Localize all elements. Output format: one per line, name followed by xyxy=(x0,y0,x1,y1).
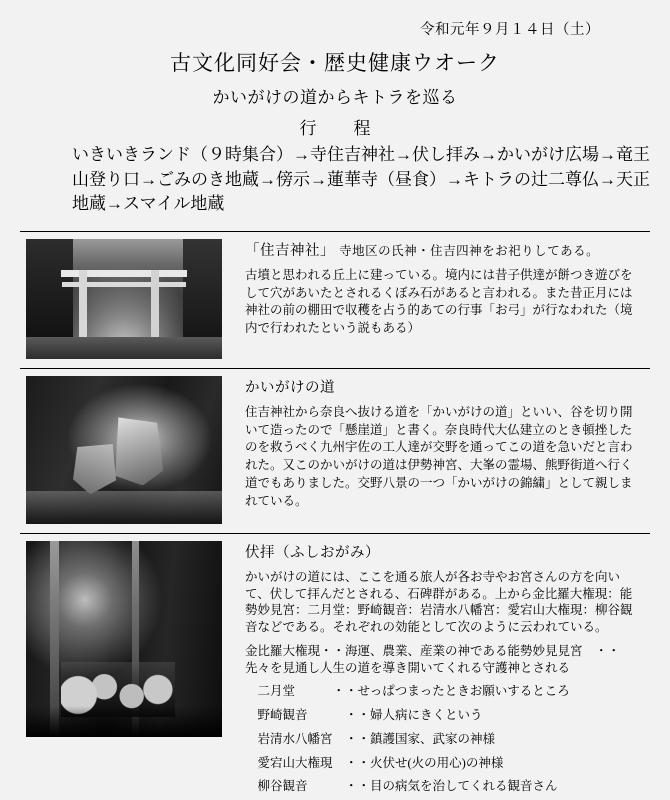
entry-text-cell xyxy=(239,231,650,368)
page-title: 古文化同好会・歴史健康ウオーク xyxy=(170,51,500,75)
entry-title xyxy=(245,239,644,260)
photo-cell xyxy=(20,368,239,533)
entry-title-main: 「住吉神社」 xyxy=(245,242,335,259)
document-date: 令和元年９月１４日（土） xyxy=(420,22,600,38)
page-subtitle: かいがけの道からキトラを巡る xyxy=(212,88,458,107)
entry-title-main: 伏拝（ふしおがみ） xyxy=(245,544,380,561)
entry-body xyxy=(245,404,644,511)
entry-body xyxy=(245,569,644,795)
entry-title xyxy=(245,541,644,562)
entry-list-row: 金比羅大権現・・海運、農業、産業の神である能勢妙見見宮 ・・先々を見通し人生の道を導き開いてくれる守護神とされる xyxy=(245,643,621,675)
entry-paragraph: 住吉神社から奈良へ抜ける道を「かいがけの道」といい、谷を切り開いて造ったので「懸崖道」と書く。奈良時代大仏建立のとき頓挫したのを救うべく九州宇佐の工人達が交野を通ってこの道を急いだと言われた。又このかいがけの道は伊勢神宮、大峯の霊場、熊野街道へ行く道でもありました。交野八景の一つ「かいがけの錦繍」として親しまれている。 xyxy=(245,404,633,508)
entry-paragraph: 古墳と思われる丘上に建っている。境内には昔子供達が餅つき遊びをして穴があいたとされるくぼみ石があると言われる。また昔正月には神社の前の棚田で収穫を占う的あての行事「お弓」が行なわれた（境内で行われたという説もある） xyxy=(245,267,633,336)
photo-sumiyoshi-shrine xyxy=(26,239,222,359)
entry-title xyxy=(245,376,644,397)
entry-list-row: 愛宕山大権現 ・・火伏せ(火の用心)の神様 xyxy=(245,755,504,770)
entry-body xyxy=(245,267,644,338)
table-row xyxy=(20,533,650,800)
table-row xyxy=(20,231,650,368)
entry-list-row: 野崎観音 ・・婦人病にきくという xyxy=(245,708,483,723)
photo-kaigake-road xyxy=(26,376,222,524)
entries-table xyxy=(20,231,650,800)
photo-fushiogami xyxy=(26,541,222,737)
entry-list-row: 岩清水八幡宮 ・・鎮護国家、武家の神様 xyxy=(245,731,496,746)
photo-cell xyxy=(20,231,239,368)
photo-cell xyxy=(20,533,239,800)
entry-text-cell xyxy=(239,533,650,800)
entry-list-row: 二月堂 ・・せっぱつまったときお願いするところ xyxy=(245,684,570,699)
table-row xyxy=(20,368,650,533)
entry-title-sub: 寺地区の氏神・住吉四神をお祀りしてある。 xyxy=(339,243,600,258)
entry-paragraph: かいがけの道には、ここを通る旅人が各お寺やお宮さんの方を向いて、伏して拝んだとされる、石碑群がある。上から金比羅大権現：能勢妙見宮：二月堂：野崎観音：岩清水八幡宮：愛宕山大権現：柳谷観音などである。それぞれの効能として次のように云われている。 xyxy=(245,569,633,635)
entry-title-main: かいがけの道 xyxy=(245,379,335,396)
entry-list-row: 柳谷観音 ・・目の病気を治してくれる観音さん xyxy=(245,779,558,794)
entry-text-cell xyxy=(239,368,650,533)
itinerary-route: いきいきランド（９時集合）→寺住吉神社→伏し拝み→かいがけ広場→竜王山登り口→ごみのき地蔵→傍示→蓮華寺（昼食）→キトラの辻二尊仏→天正地蔵→スマイル地蔵 xyxy=(72,145,650,214)
itinerary-heading: 行 程 xyxy=(299,119,381,138)
